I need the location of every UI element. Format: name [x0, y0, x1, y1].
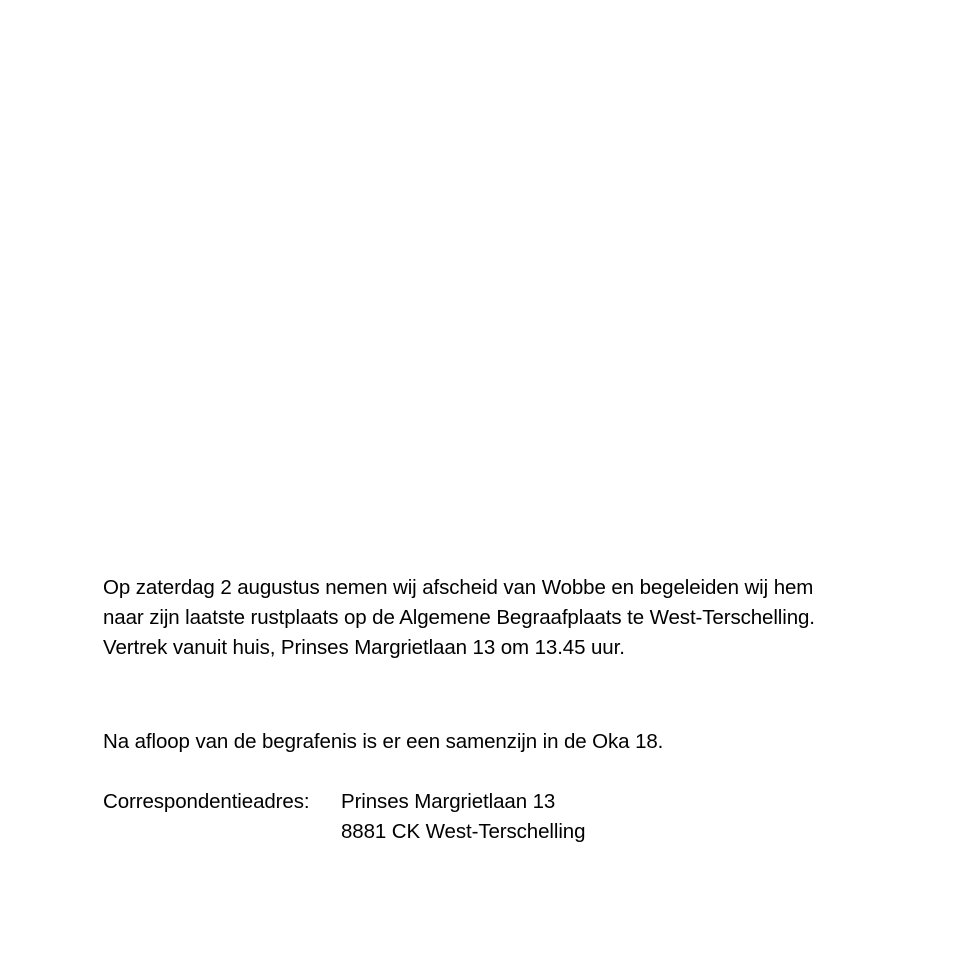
paragraph-line: Op zaterdag 2 augustus nemen wij afscheid van Wobbe en begeleiden wij hem	[103, 576, 814, 599]
paragraph-line: Vertrek vanuit huis, Prinses Margrietlaan 13 om 13.45 uur.	[103, 636, 625, 659]
address-city: 8881 CK West-Terschelling	[341, 820, 586, 843]
address-row	[103, 787, 943, 817]
address-row	[103, 817, 943, 847]
address-label-spacer	[103, 817, 341, 847]
address-street: Prinses Margrietlaan 13	[341, 790, 556, 813]
correspondence-address	[103, 787, 943, 847]
paragraph-line: naar zijn laatste rustplaats op de Algemene Begraafplaats te West-Terschelling.	[103, 606, 815, 629]
gathering-paragraph	[103, 727, 943, 757]
paragraph-line: Na afloop van de begrafenis is er een samenzijn in de Oka 18.	[103, 730, 664, 753]
address-label: Correspondentieadres:	[103, 790, 310, 813]
funeral-details-paragraph	[103, 573, 943, 663]
